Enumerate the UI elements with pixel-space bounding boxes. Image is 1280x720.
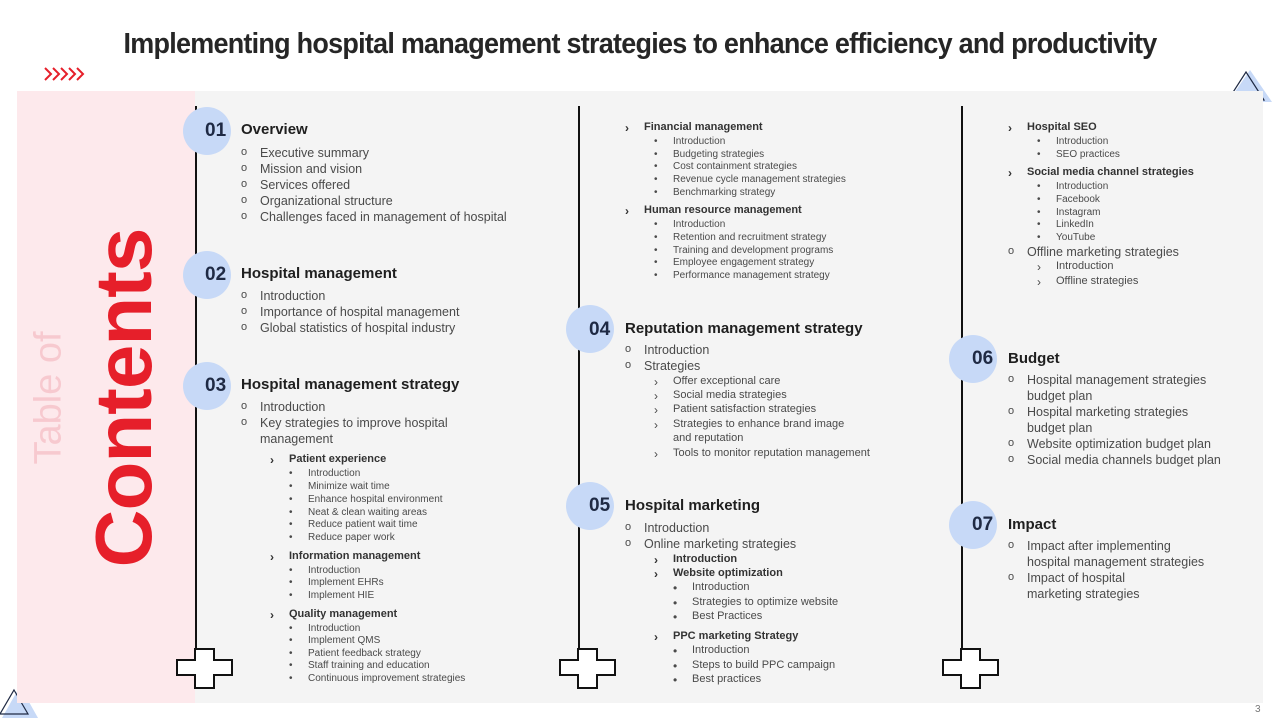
toc-item: • Implement HIE: [289, 590, 375, 601]
toc-item: • Implement EHRs: [289, 577, 384, 588]
toc-item: • Facebook: [1037, 194, 1100, 205]
toc-item: • Implement QMS: [289, 635, 381, 646]
toc-item: • Employee engagement strategy: [654, 257, 815, 268]
toc-item: › Social media strategies: [654, 389, 787, 403]
medical-cross-icon: [176, 648, 234, 690]
toc-subheading: › Human resource management: [625, 204, 802, 218]
section-title: Reputation management strategy: [625, 320, 863, 337]
toc-item: o Strategies: [625, 359, 701, 373]
toc-item: • Introduction: [1037, 136, 1109, 147]
toc-item: o Importance of hospital management: [241, 305, 460, 319]
toc-item: o Social media channels budget plan: [1008, 453, 1221, 467]
toc-item: • Best practices: [673, 673, 762, 687]
toc-item: o Global statistics of hospital industry: [241, 321, 456, 335]
toc-subheading: › Patient experience: [270, 453, 387, 467]
toc-item: o Services offered: [241, 178, 351, 192]
toc-subheading: › Social media channel strategies: [1008, 166, 1194, 180]
medical-cross-icon: [559, 648, 617, 690]
toc-item: • Introduction: [654, 136, 726, 147]
section-title: Hospital management strategy: [241, 376, 460, 393]
toc-item: o Introduction: [625, 521, 710, 535]
toc-item: • Neat & clean waiting areas: [289, 507, 427, 518]
toc-item: • Performance management strategy: [654, 270, 830, 281]
toc-item: • Training and development programs: [654, 245, 834, 256]
toc-item: • SEO practices: [1037, 149, 1120, 160]
toc-item: • Benchmarking strategy: [654, 187, 776, 198]
toc-item: hospital management strategies: [1027, 555, 1205, 569]
toc-item: › Tools to monitor reputation management: [654, 447, 870, 461]
toc-item: › Patient satisfaction strategies: [654, 403, 817, 417]
toc-item: o Challenges faced in management of hospital: [241, 210, 507, 224]
side-label-big: Contents: [79, 228, 168, 568]
section-number: 07: [972, 514, 994, 535]
toc-item: o Introduction: [241, 289, 326, 303]
toc-subheading: › Website optimization: [654, 567, 783, 581]
toc-item: • Enhance hospital environment: [289, 494, 443, 505]
toc-item: o Impact of hospital: [1008, 571, 1125, 585]
column-divider: [961, 106, 963, 666]
page-number: 3: [1255, 704, 1261, 715]
toc-item: • Introduction: [289, 468, 361, 479]
side-label-small: Table of: [27, 331, 70, 465]
section-number: 03: [205, 375, 227, 396]
toc-item: • Budgeting strategies: [654, 149, 765, 160]
toc-item: o Online marketing strategies: [625, 537, 797, 551]
toc-item: o Website optimization budget plan: [1008, 437, 1211, 451]
toc-item: • Introduction: [673, 644, 750, 658]
toc-subheading: › PPC marketing Strategy: [654, 630, 799, 644]
toc-item: o Offline marketing strategies: [1008, 245, 1179, 259]
toc-item: • Cost containment strategies: [654, 161, 797, 172]
toc-item: o Key strategies to improve hospital: [241, 416, 448, 430]
section-title: Hospital marketing: [625, 497, 761, 514]
section-number: 02: [205, 264, 227, 285]
toc-item: o Organizational structure: [241, 194, 393, 208]
section-title: Impact: [1008, 516, 1057, 533]
toc-subheading: › Quality management: [270, 608, 398, 622]
toc-item: › Offline strategies: [1037, 275, 1139, 289]
toc-item: • Reduce paper work: [289, 532, 395, 543]
toc-item: budget plan: [1027, 389, 1093, 403]
section-number: 06: [972, 348, 994, 369]
toc-subheading: › Introduction: [654, 553, 738, 567]
section-number: 01: [205, 120, 227, 141]
toc-item: o Mission and vision: [241, 162, 363, 176]
toc-item: • Retention and recruitment strategy: [654, 232, 827, 243]
toc-item: • Introduction: [1037, 181, 1109, 192]
toc-item: • Continuous improvement strategies: [289, 673, 466, 684]
toc-item: › Introduction: [1037, 260, 1114, 274]
section-title: Hospital management: [241, 265, 397, 282]
toc-subheading: › Hospital SEO: [1008, 121, 1097, 135]
chevrons-icon: [44, 66, 88, 82]
toc-item: o Impact after implementing: [1008, 539, 1171, 553]
toc-item: • Minimize wait time: [289, 481, 390, 492]
toc-item: o Hospital management strategies: [1008, 373, 1207, 387]
toc-item: and reputation: [673, 432, 744, 444]
column-divider: [578, 106, 580, 666]
toc-item: • Introduction: [673, 581, 750, 595]
toc-item: • Introduction: [289, 565, 361, 576]
toc-item: › Strategies to enhance brand image: [654, 418, 845, 432]
toc-item: • Strategies to optimize website: [673, 596, 839, 610]
toc-subheading: › Information management: [270, 550, 421, 564]
toc-item: • Revenue cycle management strategies: [654, 174, 846, 185]
toc-item: • Best Practices: [673, 610, 763, 624]
toc-item: • YouTube: [1037, 232, 1096, 243]
medical-cross-icon: [942, 648, 1000, 690]
toc-item: o Introduction: [625, 343, 710, 357]
toc-item: • Introduction: [289, 623, 361, 634]
toc-item: • Patient feedback strategy: [289, 648, 421, 659]
toc-subheading: › Financial management: [625, 121, 763, 135]
toc-item: • LinkedIn: [1037, 219, 1094, 230]
toc-item: o Hospital marketing strategies: [1008, 405, 1189, 419]
toc-item: o Introduction: [241, 400, 326, 414]
toc-item: marketing strategies: [1027, 587, 1140, 601]
toc-item: • Reduce patient wait time: [289, 519, 418, 530]
section-title: Overview: [241, 121, 308, 138]
toc-item: • Introduction: [654, 219, 726, 230]
toc-item: o Executive summary: [241, 146, 370, 160]
toc-item: management: [260, 432, 333, 446]
toc-item: • Steps to build PPC campaign: [673, 659, 836, 673]
section-title: Budget: [1008, 350, 1060, 367]
toc-item: • Staff training and education: [289, 660, 430, 671]
section-number: 05: [589, 495, 611, 516]
toc-item: › Offer exceptional care: [654, 375, 781, 389]
section-number: 04: [589, 319, 611, 340]
toc-item: • Instagram: [1037, 207, 1101, 218]
toc-item: budget plan: [1027, 421, 1093, 435]
slide-title: Implementing hospital management strategies to enhance efficiency and productivity: [123, 28, 1157, 60]
